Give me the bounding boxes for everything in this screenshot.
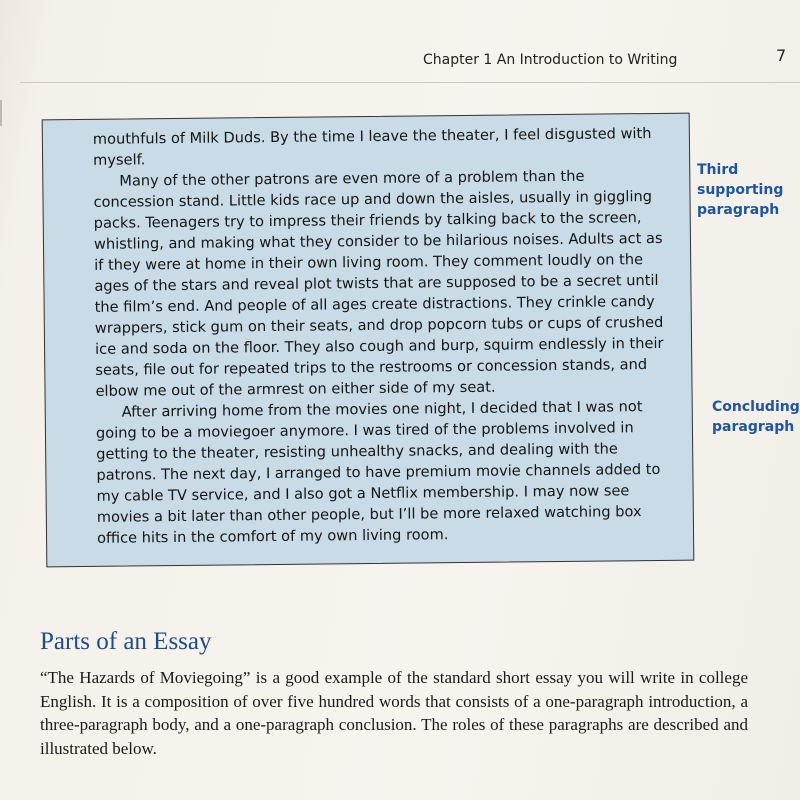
page-number: 7 [776,46,787,65]
essay-paragraph-continued: mouthfuls of Milk Duds. By the time I leave the theater, I feel disgusted with myself. [92,125,652,169]
essay-paragraph-concluding: After arriving home from the movies one night, I decided that I was not going to be a moviegoer anymore. I was tired of the problems involved in getting to the theater, resisting unhealthy snacks, and dealing with the patrons. The next day, I arranged to have premium movie channels added to my cable TV service, and I also got a Netflix membership. I may now see movies a bit later than other people, but I’ll be more relaxed watching box office hits in the comfort of my own living room. [95,398,661,547]
section-body-text: “The Hazards of Moviegoing” is a good example of the standard short essay you will write in college English. It is a composition of over five hundred words that consists of a one-paragraph introduction, a three-paragraph body, and a one-paragraph conclusion. The roles of these paragraphs are described and illustrated below. [40,668,748,758]
margin-label-concluding: Concluding paragraph [712,399,800,435]
section-heading: Parts of an Essay [40,628,212,655]
header-rule [20,82,800,83]
page-edge-mark [0,100,8,126]
margin-label-third-supporting: Third supporting paragraph [697,162,784,218]
running-header: Chapter 1 An Introduction to Writing [423,52,678,68]
essay-excerpt-box [42,113,695,568]
essay-paragraph-third-supporting: Many of the other patrons are even more of a problem than the concession stand. Little kids race up and down the aisles, usually in giggling packs. Teenagers try to impress their friends by talking back to the screen, whistling, and making what they consider to be hilarious noises. Adults act as if they were at home in their own living room. They comment loudly on the ages of the stars and reveal plot twists that are supposed to be a secret until the film’s end. And people of all ages create distractions. They crinkle candy wrappers, stick gum on their seats, and drop popcorn tubs or cups of crushed ice and soda on the floor. They also cough and burp, squirm endlessly in their seats, file out for repeated trips to the restrooms or concession stands, and elbow me out of the armrest on either side of my seat. [93,167,664,400]
